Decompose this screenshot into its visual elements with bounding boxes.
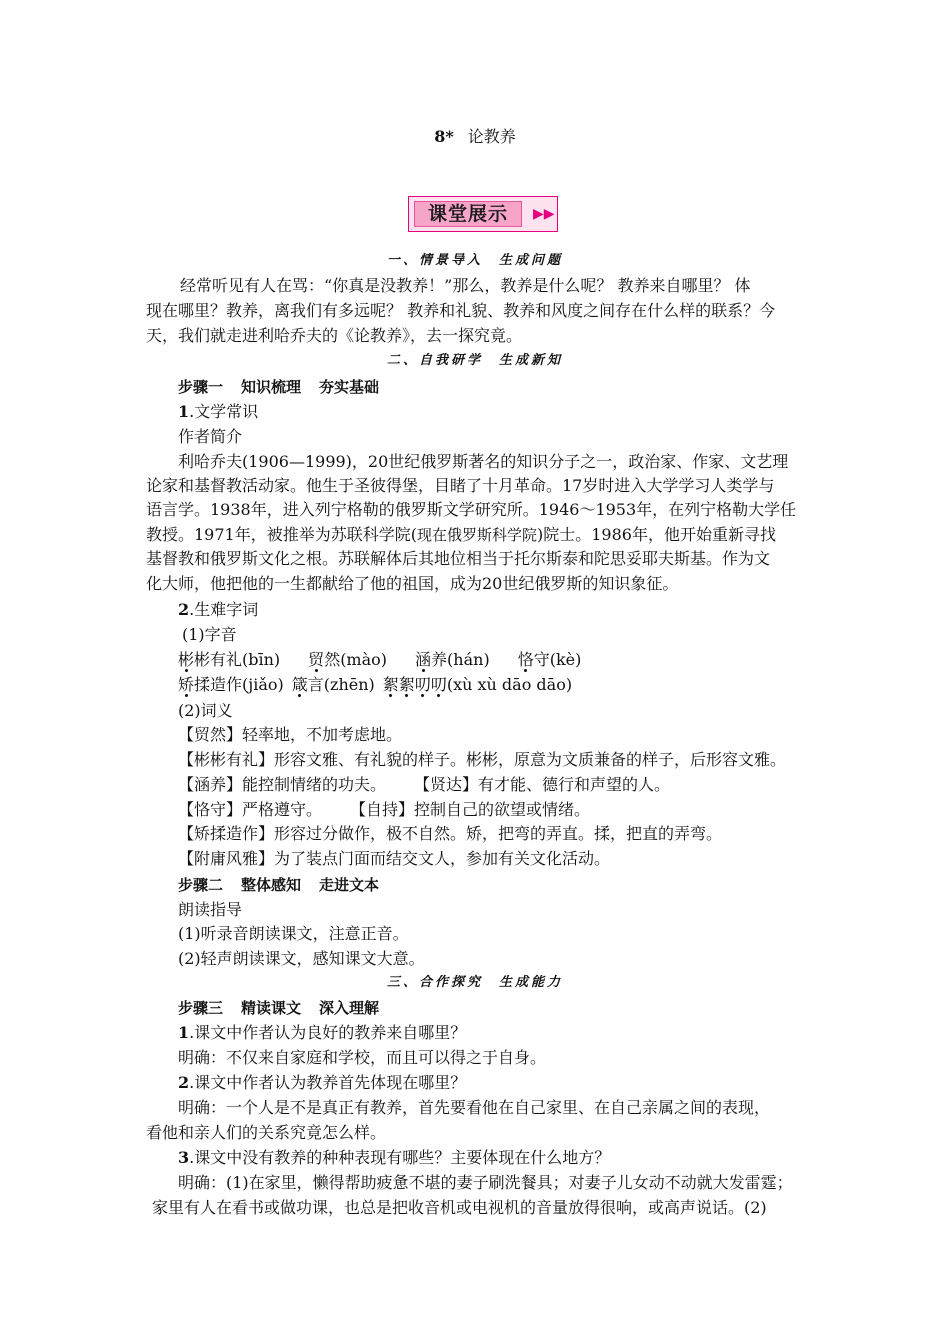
- meaning-2: 【彬彬有礼】形容文雅、有礼貌的样子。彬彬，原意为文质兼备的样子，后形容文雅。: [178, 750, 787, 769]
- answer-1: 明确：不仅来自家庭和学校，而且可以得之于自身。: [178, 1048, 547, 1067]
- banner-frame: [408, 196, 558, 232]
- words-heading: 2.生难字词: [178, 600, 259, 619]
- author-line-3: 语言学。1938年，进入列宁格勒的俄罗斯文学研究所。1946～1953年，在列宁格勒大学任: [146, 500, 797, 519]
- pronunciation-row-1: [178, 648, 581, 672]
- question-2: 2.课文中作者认为教养首先体现在哪里？: [178, 1073, 467, 1092]
- banner-label: 课堂展示: [414, 201, 522, 227]
- reading-2: (2)轻声朗读课文，感知课文大意。: [178, 949, 425, 968]
- step-two-heading: 步骤二 整体感知 走进文本: [178, 876, 380, 894]
- meaning-4: 【恪守】严格遵守。 【自持】控制自己的欲望或情绪。: [178, 800, 591, 819]
- pron-item: 恪守(kè): [517, 650, 582, 669]
- step-three-heading: 步骤三 精读课文 深入理解: [178, 999, 380, 1017]
- meaning-6: 【附庸风雅】为了装点门面而结交文人，参加有关文化活动。: [178, 849, 611, 868]
- meaning-3: 【涵养】能控制情绪的功夫。 【贤达】有才能、德行和声望的人。: [178, 775, 671, 794]
- answer-2-line-2: 看他和亲人们的关系究竟怎么样。: [146, 1123, 387, 1142]
- answer-3-line-2: 家里有人在看书或做功课，也总是把收音机或电视机的音量放得很响，或高声说话。(2): [152, 1198, 767, 1217]
- pron-item: 矫揉造作(jiǎo): [178, 675, 284, 694]
- reading-heading: 朗读指导: [178, 900, 243, 919]
- meaning-1: 【贸然】轻率地，不加考虑地。: [178, 725, 403, 744]
- step-one-heading: 步骤一 知识梳理 夯实基础: [178, 378, 380, 396]
- lesson-title: [0, 126, 950, 148]
- meaning-5: 【矫揉造作】形容过分做作，极不自然。矫，把弯的弄直。揉，把直的弄弯。: [178, 824, 723, 843]
- author-line-5: 基督教和俄罗斯文化之根。苏联解体后其地位相当于托尔斯泰和陀思妥耶夫斯基。作为文: [146, 549, 771, 568]
- question-3: 3.课文中没有教养的种种表现有哪些？主要体现在什么地方？: [178, 1148, 611, 1167]
- section-banner: [408, 196, 558, 232]
- double-arrow-icon: ▶▶: [533, 206, 555, 222]
- intro-line-1: 经常听见有人在骂：“你真是没教养！”那么，教养是什么呢？ 教养来自哪里？ 体: [180, 276, 751, 295]
- literature-heading: 1.文学常识: [178, 402, 259, 421]
- reading-1: (1)听录音朗读课文，注意正音。: [178, 924, 409, 943]
- author-line-2: 论家和基督教活动家。他生于圣彼得堡，目睹了十月革命。17岁时进入大学学习人类学与: [146, 476, 775, 495]
- author-line-4: 教授。1971年，被推举为苏联科学院(现在俄罗斯科学院)院士。1986年，他开始重新寻找: [146, 525, 776, 544]
- answer-2-line-1: 明确：一个人是不是真正有教养，首先要看他在自己家里、在自己亲属之间的表现，: [178, 1098, 771, 1117]
- author-line-1: 利哈乔夫(1906—1999)，20世纪俄罗斯著名的知识分子之一，政治家、作家、文艺理: [178, 452, 789, 471]
- section-heading-3: 三、合作探究 生成能力: [386, 975, 563, 990]
- section-heading-2: 二、自我研学 生成新知: [386, 353, 563, 368]
- author-heading: 作者简介: [178, 427, 243, 446]
- intro-line-2: 现在哪里？教养，离我们有多远呢？ 教养和礼貌、教养和风度之间存在什么样的联系？今: [146, 301, 776, 320]
- pron-item: 贸然(mào): [308, 650, 388, 669]
- lesson-name: 论教养: [467, 127, 516, 146]
- pron-item: 涵养(hán): [415, 650, 490, 669]
- author-line-6: 化大师，他把他的一生都献给了他的祖国，成为20世纪俄罗斯的知识象征。: [146, 574, 679, 593]
- question-1: 1.课文中作者认为良好的教养来自哪里？: [178, 1023, 467, 1042]
- section-heading-1: 一、情景导入 生成问题: [386, 253, 563, 268]
- answer-3-line-1: 明确：(1)在家里，懒得帮助疲惫不堪的妻子刷洗餐具；对妻子儿女动不动就大发雷霆；: [178, 1173, 793, 1192]
- lesson-number: 8*: [434, 127, 454, 146]
- meaning-heading: (2)词义: [178, 701, 233, 720]
- pron-item: 箴言(zhēn): [291, 675, 375, 694]
- pronunciation-row-2: [178, 673, 572, 697]
- intro-line-3: 天，我们就走进利哈乔夫的《论教养》，去一探究竟。: [146, 326, 523, 345]
- pron-item: 絮絮叨叨(xù xù dāo dāo): [382, 675, 573, 694]
- pron-item: 彬彬有礼(bīn): [178, 650, 281, 669]
- pronunciation-heading: (1)字音: [182, 625, 237, 644]
